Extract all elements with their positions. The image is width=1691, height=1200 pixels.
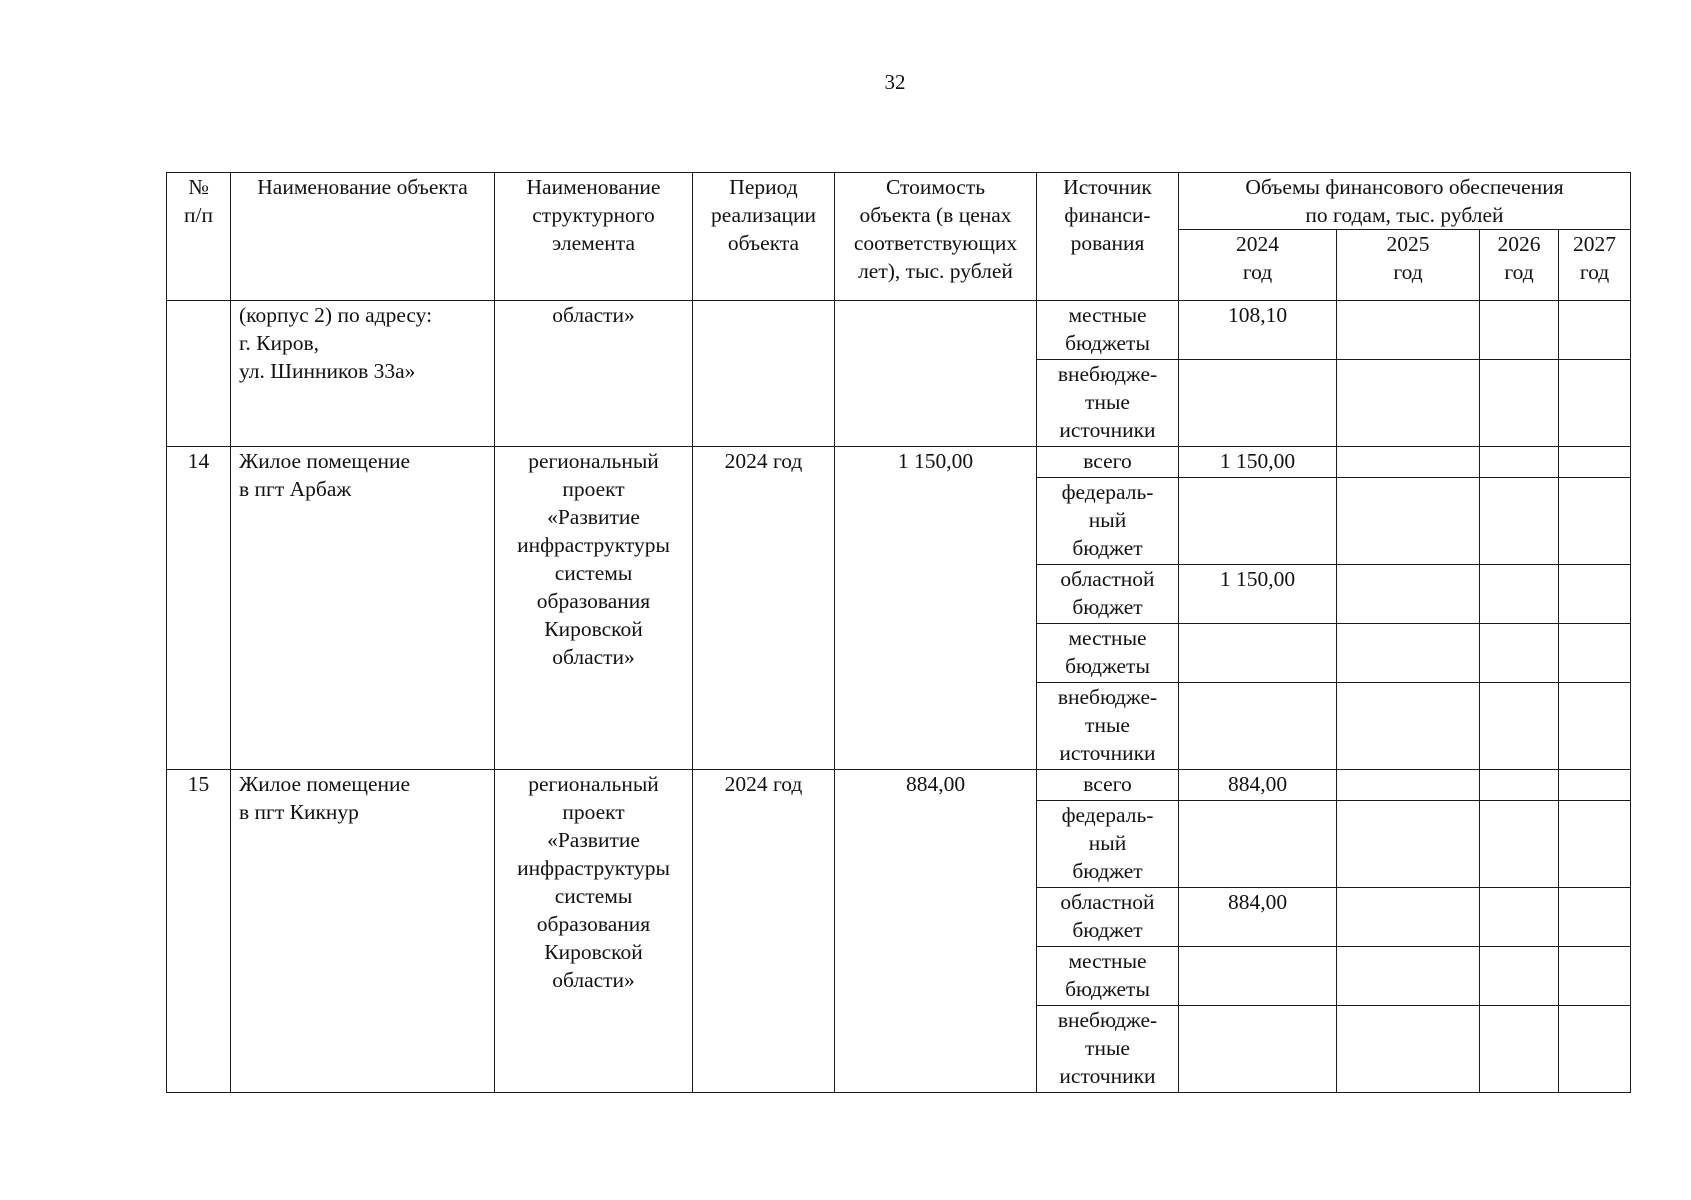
value-2026 (1480, 770, 1559, 801)
value-2024 (1179, 801, 1337, 888)
value-2026 (1480, 683, 1559, 770)
table-row (167, 447, 1631, 478)
value-2027 (1559, 360, 1631, 447)
object-cost (835, 301, 1037, 447)
value-2026 (1480, 1006, 1559, 1093)
financing-table (166, 172, 1631, 1093)
value-2027 (1559, 947, 1631, 1006)
value-2027 (1559, 624, 1631, 683)
page-number: 32 (884, 70, 906, 94)
row-number: 15 (167, 770, 231, 1093)
value-2024 (1179, 360, 1337, 447)
value-2026 (1480, 888, 1559, 947)
value-2024: 108,10 (1179, 301, 1337, 360)
row-number (167, 301, 231, 447)
value-2027 (1559, 1006, 1631, 1093)
value-2024 (1179, 683, 1337, 770)
value-2025 (1337, 447, 1480, 478)
funding-source: федераль- ный бюджет (1037, 801, 1179, 888)
funding-source: внебюдже- тные источники (1037, 1006, 1179, 1093)
header-element: Наименование структурного элемента (495, 173, 693, 301)
header-object-name: Наименование объекта (231, 173, 495, 301)
funding-source: федераль- ный бюджет (1037, 478, 1179, 565)
value-2024 (1179, 624, 1337, 683)
value-2025 (1337, 801, 1480, 888)
value-2025 (1337, 478, 1480, 565)
value-2024 (1179, 478, 1337, 565)
header-row-1 (167, 173, 1631, 230)
header-year-2025: 2025 год (1337, 230, 1480, 301)
header-volumes: Объемы финансового обеспечения по годам, тыс. рублей (1179, 173, 1631, 230)
object-name: (корпус 2) по адресу: г. Киров, ул. Шинников 33а» (231, 301, 495, 447)
value-2027 (1559, 565, 1631, 624)
table-row (167, 770, 1631, 801)
value-2025 (1337, 683, 1480, 770)
value-2026 (1480, 624, 1559, 683)
funding-source: местные бюджеты (1037, 624, 1179, 683)
value-2024: 1 150,00 (1179, 565, 1337, 624)
structural-element: области» (495, 301, 693, 447)
header-cost: Стоимость объекта (в ценах соответствующих лет), тыс. рублей (835, 173, 1037, 301)
value-2026 (1480, 565, 1559, 624)
funding-source: внебюдже- тные источники (1037, 360, 1179, 447)
funding-source: местные бюджеты (1037, 301, 1179, 360)
implementation-period: 2024 год (693, 770, 835, 1093)
object-name: Жилое помещение в пгт Арбаж (231, 447, 495, 770)
value-2026 (1480, 447, 1559, 478)
value-2027 (1559, 683, 1631, 770)
value-2026 (1480, 478, 1559, 565)
value-2026 (1480, 301, 1559, 360)
value-2024 (1179, 1006, 1337, 1093)
value-2024: 884,00 (1179, 770, 1337, 801)
funding-source: всего (1037, 447, 1179, 478)
header-year-2026: 2026 год (1480, 230, 1559, 301)
value-2027 (1559, 801, 1631, 888)
value-2025 (1337, 360, 1480, 447)
structural-element: региональный проект «Развитие инфраструктуры системы образования Кировской области» (495, 770, 693, 1093)
funding-source: областной бюджет (1037, 888, 1179, 947)
header-year-2027: 2027 год (1559, 230, 1631, 301)
object-cost: 1 150,00 (835, 447, 1037, 770)
funding-source: областной бюджет (1037, 565, 1179, 624)
value-2026 (1480, 801, 1559, 888)
header-source: Источник финанси- рования (1037, 173, 1179, 301)
value-2027 (1559, 770, 1631, 801)
value-2025 (1337, 624, 1480, 683)
funding-source: местные бюджеты (1037, 947, 1179, 1006)
value-2027 (1559, 447, 1631, 478)
value-2024 (1179, 947, 1337, 1006)
value-2024: 884,00 (1179, 888, 1337, 947)
implementation-period (693, 301, 835, 447)
header-year-2024: 2024 год (1179, 230, 1337, 301)
value-2027 (1559, 478, 1631, 565)
table-body (167, 173, 1631, 1093)
implementation-period: 2024 год (693, 447, 835, 770)
value-2025 (1337, 301, 1480, 360)
header-num: № п/п (167, 173, 231, 301)
value-2027 (1559, 888, 1631, 947)
value-2026 (1480, 360, 1559, 447)
funding-source: всего (1037, 770, 1179, 801)
funding-source: внебюдже- тные источники (1037, 683, 1179, 770)
value-2026 (1480, 947, 1559, 1006)
value-2025 (1337, 888, 1480, 947)
table-row (167, 301, 1631, 360)
value-2025 (1337, 947, 1480, 1006)
value-2025 (1337, 565, 1480, 624)
value-2025 (1337, 770, 1480, 801)
value-2027 (1559, 301, 1631, 360)
object-cost: 884,00 (835, 770, 1037, 1093)
object-name: Жилое помещение в пгт Кикнур (231, 770, 495, 1093)
structural-element: региональный проект «Развитие инфраструктуры системы образования Кировской области» (495, 447, 693, 770)
value-2025 (1337, 1006, 1480, 1093)
row-number: 14 (167, 447, 231, 770)
header-period: Период реализации объекта (693, 173, 835, 301)
value-2024: 1 150,00 (1179, 447, 1337, 478)
